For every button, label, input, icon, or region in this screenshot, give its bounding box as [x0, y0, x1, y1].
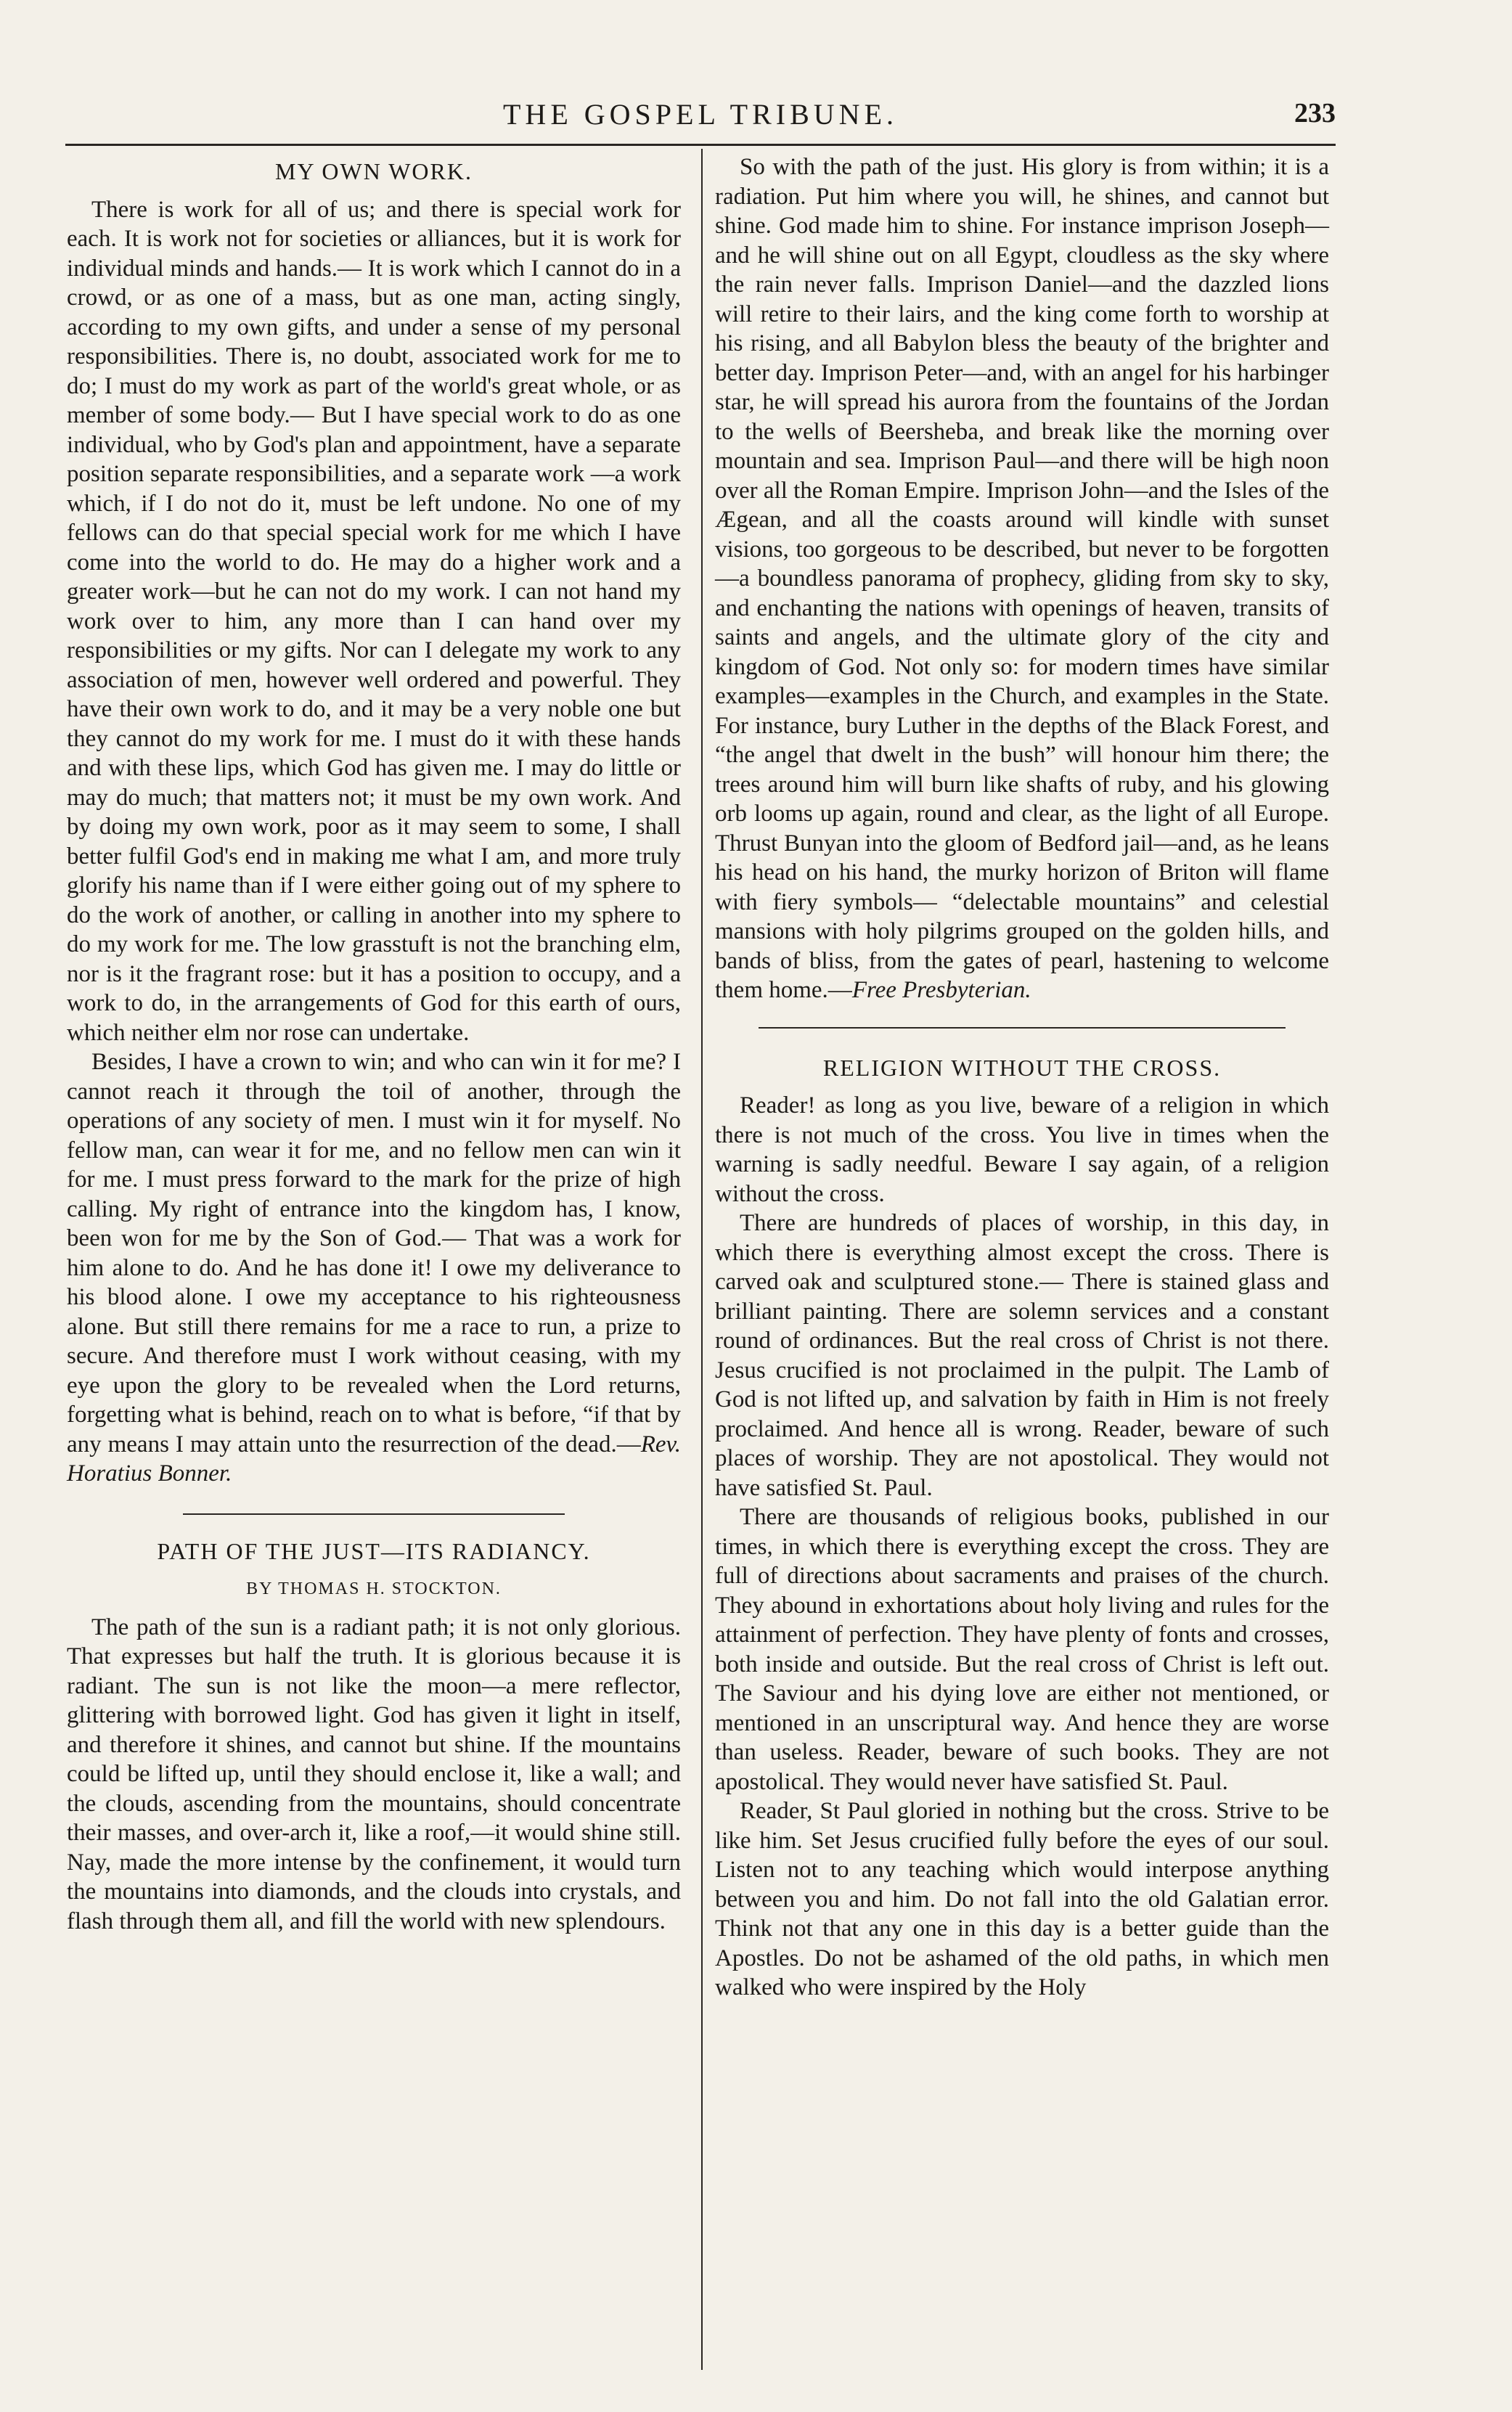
article-paragraph: There are thousands of religious books, published in our times, in which there is everything except the cross. They are full of directions about sacraments and praises of the church. They abound in exhortations about holy living and rules for the attainment of perfection. They have plenty of fonts and crosses, both inside and outside. But the real cross of Christ is left out. The Saviour and his dying love are either not mentioned, or mentioned in an unscriptural way. And hence they are worse than useless. Reader, beware of such books. They are not apostolical. They would never have satisfied St. Paul. [715, 1504, 1329, 1795]
column-divider [701, 149, 703, 2370]
article-divider [183, 1513, 565, 1515]
article-byline: BY THOMAS H. STOCKTON. [246, 1579, 502, 1598]
article-divider [759, 1027, 1286, 1029]
article-paragraph: The path of the sun is a radiant path; it is not only glorious. That expresses but half the truth. It is glorious because it is radiant. The sun is not like the moon—a mere reflector, glittering with borrowed light. God has given it light in itself, and therefore it shines, and cannot but shine. If the mountains could be lifted up, until they should enclose it, like a wall; and the clouds, ascending from the mountains, should concentrate their masses, and over-arch it, like a roof,—it would shine still. Nay, made the more intense by the confinement, it would turn the mountains into diamonds, and the clouds into crystals, and flash through them all, and fill the world with new splendours. [67, 1614, 681, 1934]
article-paragraph-text: Besides, I have a crown to win; and who can win it for me? I cannot reach it through the toil of another, through the operations of any society of men. I must win it for myself. No fellow man, can wear it for me, and no fellow men can win it for me. I must press forward to the mark for the prize of high calling. My right of entrance into the kingdom has, I know, been won for me by the Son of God.— That was a work for him alone to do. And he has done it! I owe my deliverance to his blood alone. I owe my acceptance to his righteousness alone. But still there remains for me a race to run, a prize to secure. And therefore must I work without ceasing, with my eye upon the glory to be revealed when the Lord returns, forgetting what is behind, reach on to what is before, “if that by any means I may attain unto the resurrection of the dead.— [67, 1049, 681, 1458]
article-title: PATH OF THE JUST—ITS RADIANCY. [157, 1537, 591, 1564]
article-paragraph: Reader, St Paul gloried in nothing but the cross. Strive to be like him. Set Jesus crucified fully before the eyes of our soul. Listen not to any teaching which would interpose anything between you and him. Do not fall into the old Galatian error. Think not that any one in this day is a better guide than the Apostles. Do not be ashamed of the old paths, in which men walked who were inspired by the Holy [715, 1798, 1329, 2000]
page-number: 233 [1294, 98, 1336, 128]
article-paragraph: There are hundreds of places of worship, in this day, in which there is everything almost except the cross. There is carved oak and sculptured stone.— There is stained glass and brilliant painting. There are solemn services and a constant round of ordinances. But the real cross of Christ is not there. Jesus crucified is not proclaimed in the pulpit. The Lamb of God is not lifted up, and salvation by faith in Him is not freely proclaimed. And hence all is wrong. Reader, beware of such places of worship. They are not apostolical. They would not have satisfied St. Paul. [715, 1210, 1329, 1501]
article-signature: Rev. Horatius Bonner. [67, 1431, 681, 1487]
article-paragraph: There is work for all of us; and there is special work for each. It is work not for societies or alliances, but it is work for individual minds and hands.— It is work which I cannot do in a crowd, or as one of a mass, but as one man, acting singly, according to my own gifts, and under a sense of my personal responsibilities. There is, no doubt, associated work for me to do; I must do my work as part of the world's great whole, or as member of some body.— But I have special work to do as one individual, who by God's plan and appointment, have a separate position separate responsibilities, and a separate work —a work which, if I do not do it, must be left undone. No one of my fellows can do that special special work for me which I have come into the world to do. He may do a higher work and a greater work—but he can not do my work. I can not hand my work over to him, any more than I can hand over my responsibilities or my gifts. Nor can I delegate my work to any association of men, however well ordered and powerful. They have their own work to do, and it may be a very noble one but they cannot do my work for me. I must do it with these hands and with these lips, which God has given me. I may do little or may do much; that matters not; it must be my own work. And by doing my own work, poor as it may seem to some, I shall better fulfil God's end in making me what I am, and more truly glorify his name than if I were either going out of my sphere to do the work of another, or calling in another into my sphere to do my work for me. The low grasstuft is not the branching elm, nor is it the fragrant rose: but it has a position to occupy, and a work to do, in the arrangements of God for this earth of ours, which neither elm nor rose can undertake. [67, 196, 681, 1046]
publication-title: THE GOSPEL TRIBUNE. [503, 98, 898, 131]
article-religion-without-cross [715, 1053, 1329, 2003]
article-paragraph [715, 152, 1329, 1005]
article-signature: Free Presbyterian. [851, 977, 1031, 1003]
article-title: MY OWN WORK. [275, 158, 473, 184]
article-my-own-work [67, 157, 681, 1489]
left-column [67, 152, 681, 1936]
article-title: RELIGION WITHOUT THE CROSS. [822, 1054, 1222, 1081]
page-header [65, 93, 1336, 136]
article-path-of-just [67, 1537, 681, 1937]
article-path-of-just-continued [715, 152, 1329, 1005]
article-paragraph: Reader! as long as you live, beware of a religion in which there is not much of the cross. You live in times when the warning is sadly needful. Beware I say again, of a religion without the cross. [715, 1092, 1329, 1207]
header-rule [65, 144, 1336, 146]
article-paragraph [67, 1047, 681, 1489]
right-column [715, 152, 1329, 2003]
article-paragraph-text: So with the path of the just. His glory is from within; it is a radiation. Put him where you will, he shines, and cannot but shine. God made him to shine. For instance imprison Joseph—and he will shine out on all Egypt, cloudless as the sky where the rain never falls. Imprison Daniel—and the dazzled lions will retire to their lairs, and the king come forth to worship at his rising, and all Babylon bless the beauty of the brighter and better day. Imprison Peter—and, with an angel for his harbinger star, he will spread his aurora from the fountains of the Jordan to the wells of Beersheba, and break like the morning over mountain and sea. Imprison Paul—and there will be high noon over all the Roman Empire. Imprison John—and the Isles of the Ægean, and all the coasts around will kindle with sunset visions, too gorgeous to be described, but never to be forgotten—a boundless panorama of prophecy, gliding from sky to sky, and enchanting the nations with openings of heaven, transits of saints and angels, and the ultimate glory of the city and kingdom of God. Not only so: for modern times have similar examples—examples in the Church, and examples in the State. For instance, bury Luther in the depths of the Black Forest, and “the angel that dwelt in the bush” will honour him there; the trees around him will burn like shafts of ruby, and his glowing orb looms up again, round and clear, as the light of all Europe. Thrust Bunyan into the gloom of Bedford jail—and, as he leans his head on his hand, the murky horizon of Briton will flame with fiery symbols— “delectable mountains” and celestial mansions with holy pilgrims grouped on the golden hills, and bands of bliss, from the gates of pearl, hastening to welcome them home.— [715, 154, 1329, 1003]
